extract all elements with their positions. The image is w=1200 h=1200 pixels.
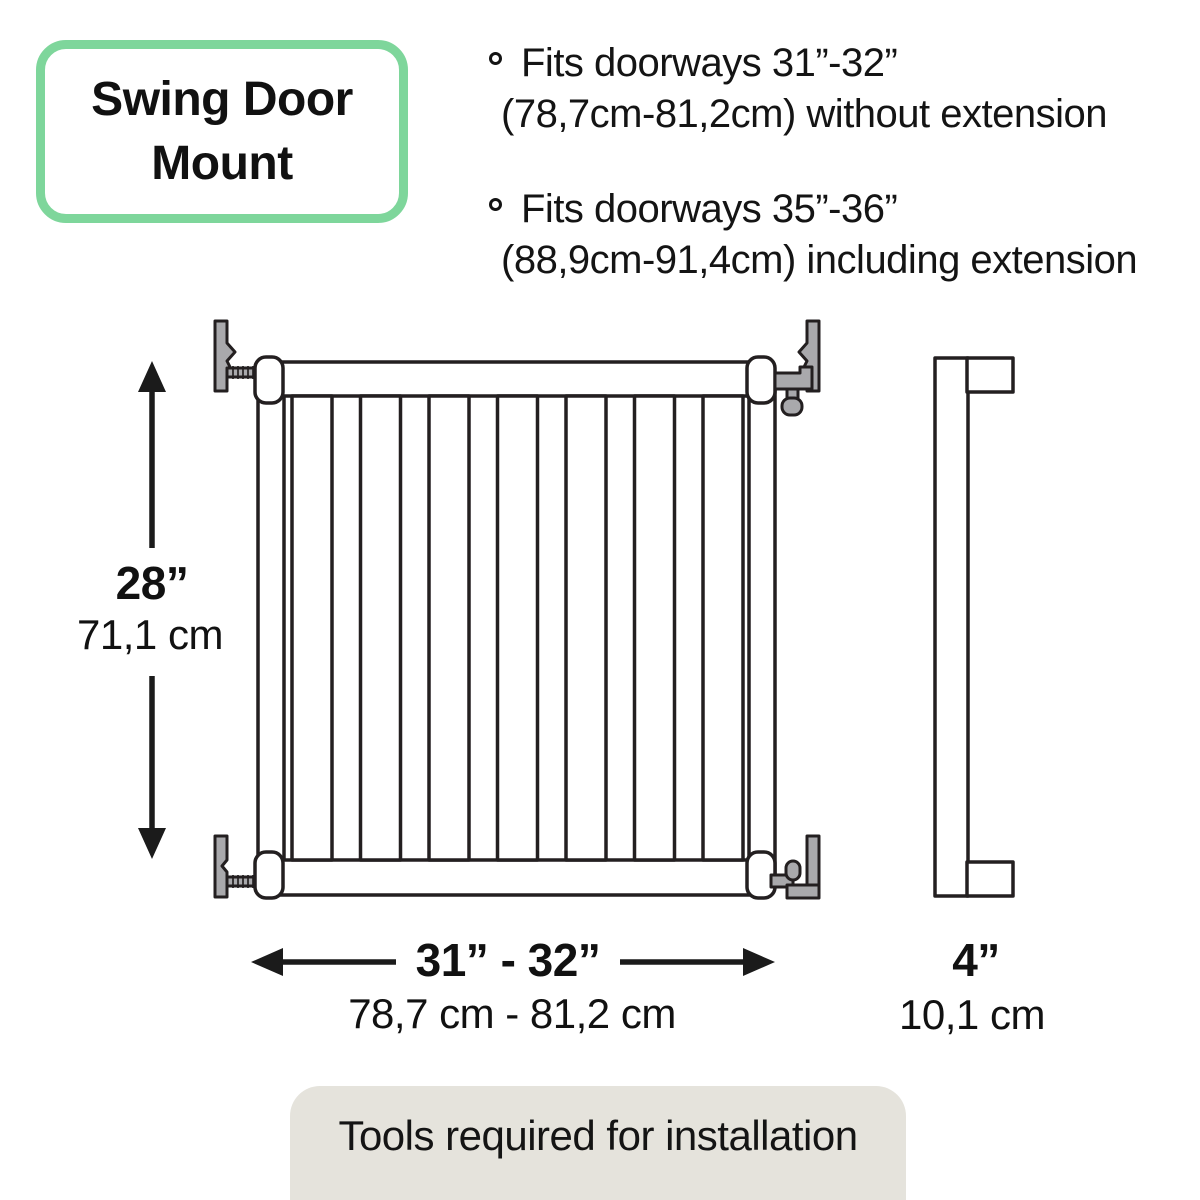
gate-corner-block xyxy=(255,357,283,403)
footer-note: Tools required for installation xyxy=(338,1112,858,1159)
feature-line-2: (78,7cm-81,2cm) without extension xyxy=(501,92,1107,136)
gate-slat xyxy=(703,396,743,860)
latch-hardware-bottom-right xyxy=(771,836,819,898)
wall-bracket-top-left xyxy=(215,321,258,391)
page-title: Swing Door Mount xyxy=(91,73,353,190)
footer-box xyxy=(290,1086,906,1200)
extension-width-inches-label: 4” xyxy=(952,934,1000,986)
extension-bar xyxy=(935,358,1013,896)
feature-line-1: Fits doorways 35”-36” xyxy=(521,187,898,231)
gate-width-cm-label: 78,7 cm - 81,2 cm xyxy=(348,990,676,1037)
gate-corner-block xyxy=(255,852,283,898)
gate-height-cm-label: 71,1 cm xyxy=(77,611,223,658)
gate-slat xyxy=(292,396,332,860)
gate-height-inches-label: 28” xyxy=(115,557,189,609)
gate-corner-block xyxy=(747,357,775,403)
gate-slat xyxy=(635,396,675,860)
gate-slats xyxy=(292,396,743,860)
feature-line-2: (88,9cm-91,4cm) including extension xyxy=(501,238,1138,282)
gate-slat xyxy=(429,396,469,860)
wall-bracket-bottom-left xyxy=(215,836,258,897)
gate-width-inches-label: 31” - 32” xyxy=(415,934,601,986)
gate-slat xyxy=(498,396,538,860)
gate-slat xyxy=(566,396,606,860)
extension-width-cm-label: 10,1 cm xyxy=(899,991,1045,1038)
height-dimension-arrows xyxy=(138,361,166,859)
gate-slat xyxy=(361,396,401,860)
feature-line-1: Fits doorways 31”-32” xyxy=(521,41,898,85)
